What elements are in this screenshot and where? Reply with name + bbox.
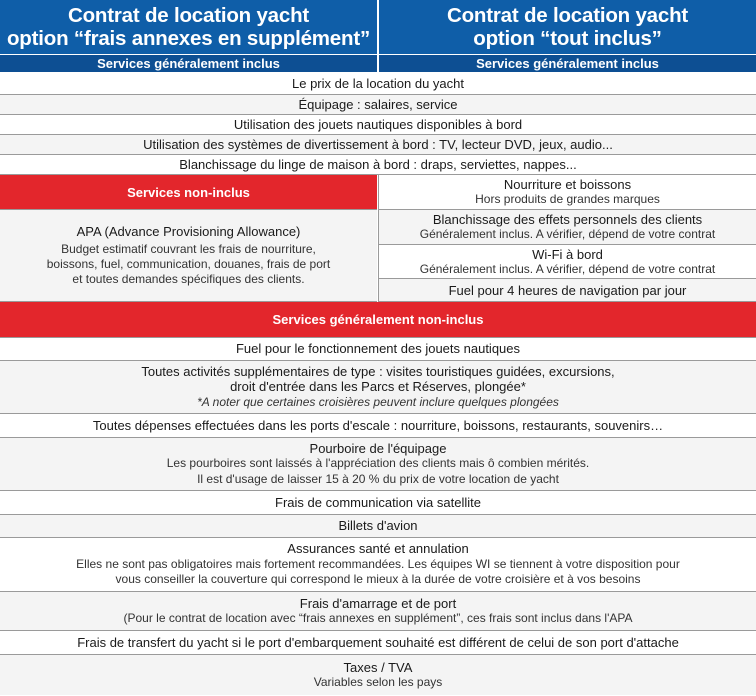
item-sub: Généralement inclus. A vérifier, dépend de votre contrat <box>419 261 716 276</box>
tax-title: Taxes / TVA <box>343 659 413 675</box>
item-title: Fuel pour 4 heures de navigation par jour <box>448 282 687 298</box>
apa-cell <box>0 210 377 302</box>
tip-line: Les pourboires sont laissés à l'appréciation des clients mais ô combien mérités. <box>166 456 590 471</box>
item-sub: Hors produits de grandes marques <box>475 192 660 206</box>
mooring-sub: (Pour le contrat de location avec “frais annexes en supplément”, ces frais sont inclus dans l'APA <box>123 611 633 625</box>
included-row: Blanchissage du linge de maison à bord : draps, serviettes, nappes... <box>0 155 756 175</box>
header-left-line2: option “frais annexes en supplément” <box>6 27 370 50</box>
gni-row <box>0 538 756 592</box>
gni-row: Fuel pour le fonctionnement des jouets nautiques <box>0 338 756 361</box>
noninclus-right-item <box>379 245 756 279</box>
tax-sub: Variables selon les pays <box>313 675 443 689</box>
apa-title: APA (Advance Provisioning Allowance) <box>76 224 301 239</box>
gni-row: Billets d'avion <box>0 515 756 538</box>
apa-line: et toutes demandes spécifiques des clients. <box>72 272 305 286</box>
noninclus-right-item <box>379 175 756 210</box>
apa-line: boissons, fuel, communication, douanes, frais de port <box>46 257 331 271</box>
noninclus-right-item <box>379 279 756 302</box>
subheader-right: Services généralement inclus <box>379 55 756 72</box>
activities-line1: Toutes activités supplémentaires de type : visites touristiques guidées, excursions, <box>141 363 615 379</box>
column-divider <box>378 175 379 302</box>
item-title: Wi-Fi à bord <box>532 246 603 262</box>
included-row: Utilisation des jouets nautiques disponibles à bord <box>0 115 756 135</box>
header-right <box>379 0 756 54</box>
insurance-title: Assurances santé et annulation <box>287 541 469 557</box>
apa-line: Budget estimatif couvrant les frais de nourriture, <box>61 242 316 256</box>
item-title: Nourriture et boissons <box>503 177 632 192</box>
header-left-line1: Contrat de location yacht <box>67 4 310 27</box>
general-noninclus-title: Services généralement non-inclus <box>0 302 756 338</box>
included-row: Le prix de la location du yacht <box>0 74 756 95</box>
noninclus-right-item <box>379 210 756 245</box>
noninclus-title: Services non-inclus <box>0 175 377 210</box>
gni-row <box>0 655 756 695</box>
header-right-line1: Contrat de location yacht <box>446 4 689 27</box>
activities-line2: droit d'entrée dans les Parcs et Réserves, plongée* <box>230 379 526 395</box>
gni-row: Frais de communication via satellite <box>0 491 756 515</box>
gni-row: Toutes dépenses effectuées dans les ports d'escale : nourriture, boissons, restaurants, souvenirs… <box>0 414 756 438</box>
included-row: Équipage : salaires, service <box>0 95 756 115</box>
tip-line: Il est d'usage de laisser 15 à 20 % du prix de votre location de yacht <box>197 471 559 486</box>
included-row: Utilisation des systèmes de divertissement à bord : TV, lecteur DVD, jeux, audio... <box>0 135 756 155</box>
mooring-title: Frais d'amarrage et de port <box>299 595 457 611</box>
gni-row: Frais de transfert du yacht si le port d'embarquement souhaité est différent de celui de son port d'attache <box>0 631 756 655</box>
insurance-line: Elles ne sont pas obligatoires mais fortement recommandées. Les équipes WI se tiennent à votre disposition pour <box>76 556 680 571</box>
header-left <box>0 0 377 54</box>
tip-title: Pourboire de l'équipage <box>309 440 447 456</box>
item-title: Blanchissage des effets personnels des clients <box>432 212 703 227</box>
activities-note: *A noter que certaines croisières peuvent inclure quelques plongées <box>197 394 559 409</box>
item-sub: Généralement inclus. A vérifier, dépend de votre contrat <box>419 227 716 241</box>
gni-row <box>0 592 756 631</box>
subheader-left: Services généralement inclus <box>0 55 377 72</box>
insurance-line: vous conseiller la couverture qui correspond le mieux à la durée de votre croisière et à vos besoins <box>115 572 641 587</box>
gni-row <box>0 361 756 414</box>
gni-row <box>0 438 756 491</box>
header-right-line2: option “tout inclus” <box>473 27 662 50</box>
